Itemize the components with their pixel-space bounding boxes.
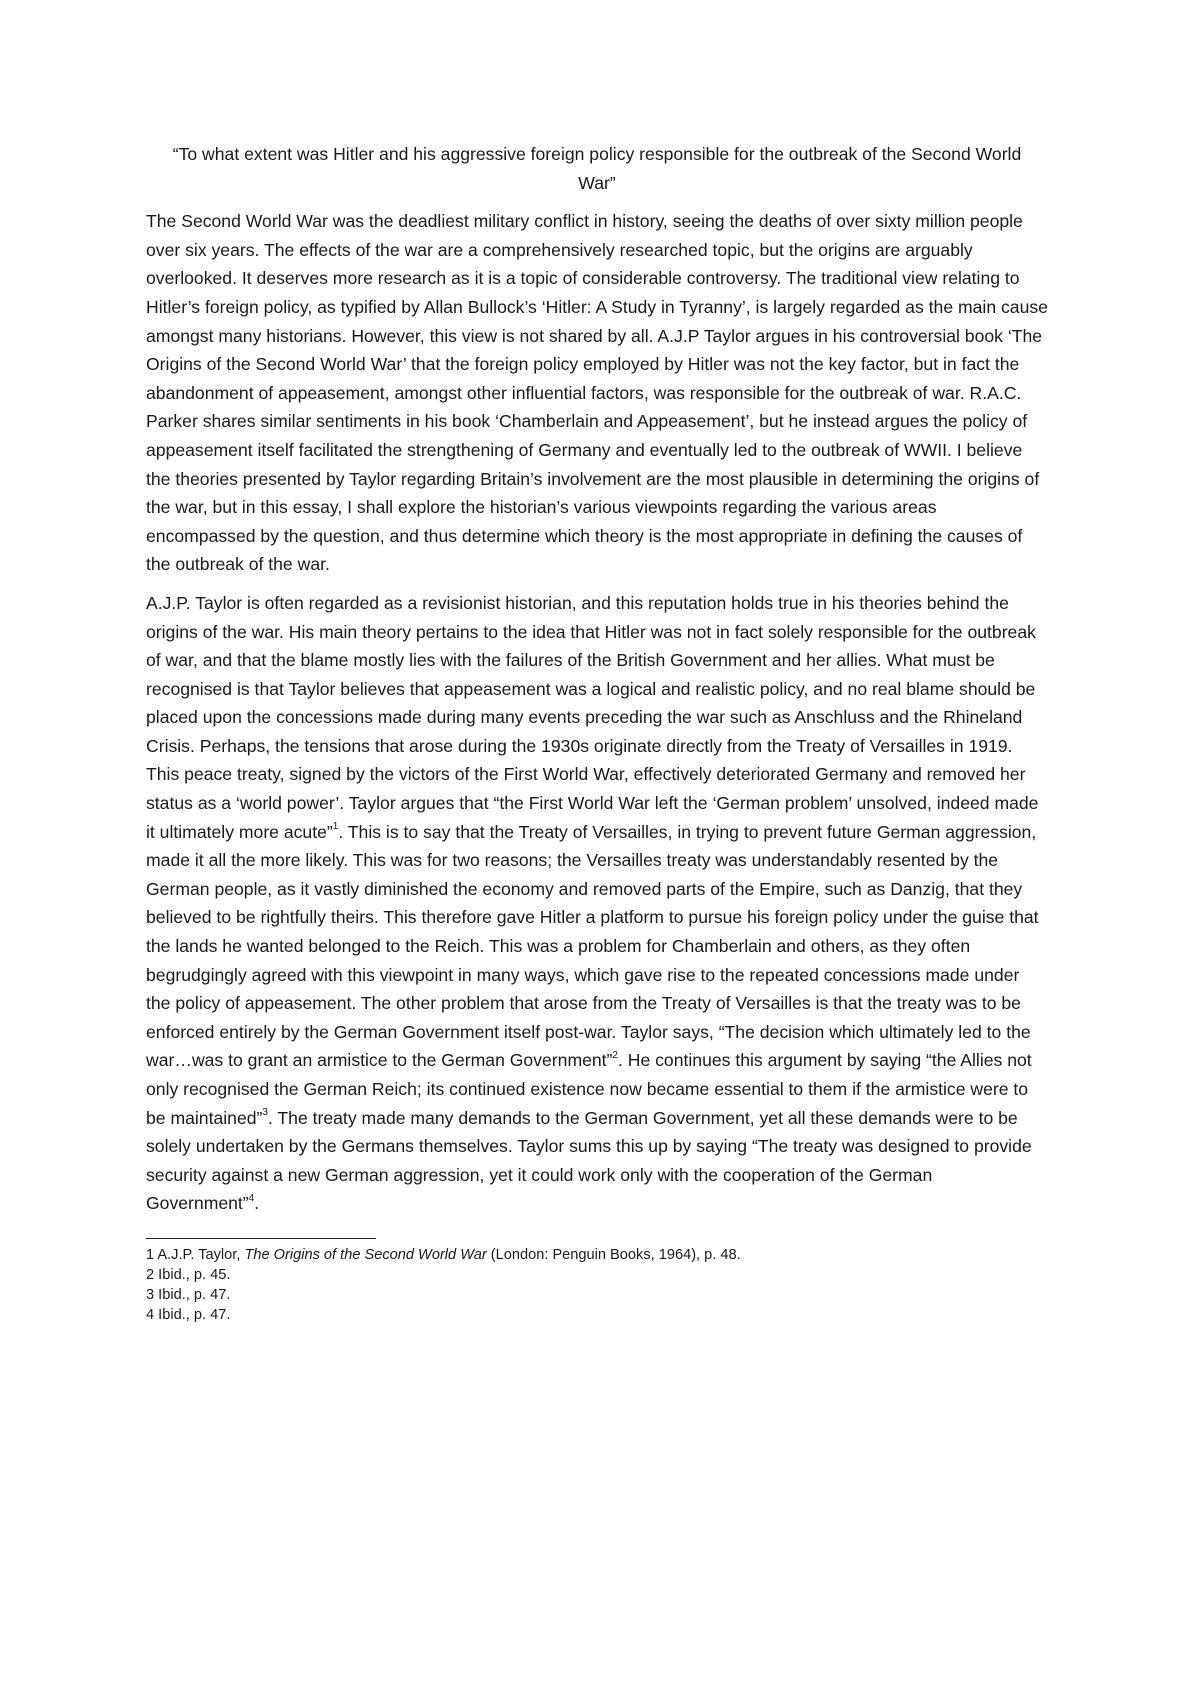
footnote-number: 3: [146, 1286, 155, 1303]
paragraph-segment: . He continues this argument by saying “the Allies not only recognised the German Reich; its continued existence now became essential to them if the armistice were to be maintained”: [146, 1050, 1032, 1128]
paragraph-segment: .: [254, 1193, 260, 1214]
document-page: [146, 140, 1048, 1325]
footnote-text: Ibid., p. 45.: [154, 1266, 231, 1283]
footnote-number: 2: [146, 1266, 155, 1283]
footnote-number: 1: [146, 1246, 155, 1263]
paragraph-segment: . The treaty made many demands to the German Government, yet all these demands were to be solely undertaken by the Germans themselves. Taylor sums this up by saying “The treaty was designed to provide security against a new German aggression, yet it could work only with the cooperation of the German Government”: [146, 1107, 1032, 1214]
footnote-book-title: The Origins of the Second World War: [244, 1246, 487, 1263]
essay-title: “To what extent was Hitler and his aggressive foreign policy responsible for the outbreak of the Second World War”: [172, 144, 1022, 193]
paragraph-segment: A.J.P. Taylor is often regarded as a revisionist historian, and this reputation holds true in his theories behind the origins of the war. His main theory pertains to the idea that Hitler was not in fact solely responsible for the outbreak of war, and that the blame mostly lies with the failures of the British Government and her allies. What must be recognised is that Taylor believes that appeasement was a logical and realistic policy, and no real blame should be placed upon the concessions made during many events preceding the war such as Anschluss and the Rhineland Crisis. Perhaps, the tensions that arose during the 1930s originate directly from the Treaty of Versailles in 1919. This peace treaty, signed by the victors of the First World War, effectively deteriorated Germany and removed her status as a ‘world power’. Taylor argues that “the First World War left the ‘German problem’ unsolved, indeed made it ultimately more acute”: [146, 592, 1039, 842]
footnotes-section: [146, 1238, 1048, 1325]
footnote-text: Ibid., p. 47.: [154, 1306, 231, 1323]
footnote-text: Ibid., p. 47.: [154, 1286, 231, 1303]
footnote-3: [146, 1285, 1048, 1305]
paragraph-segment: . This is to say that the Treaty of Versailles, in trying to prevent future German aggression, made it all the more likely. This was for two reasons; the Versailles treaty was understandably resented by the German people, as it vastly diminished the economy and removed parts of the Empire, such as Danzig, that they believed to be rightfully theirs. This therefore gave Hitler a platform to pursue his foreign policy under the guise that the lands he wanted belonged to the Reich. This was a problem for Chamberlain and others, as they often begrudgingly agreed with this viewpoint in many ways, which gave rise to the repeated concessions made under the policy of appeasement. The other problem that arose from the Treaty of Versailles is that the treaty was to be enforced entirely by the German Government itself post-war. Taylor says, “The decision which ultimately led to the war…was to grant an armistice to the German Government”: [146, 821, 1039, 1071]
footnote-author: A.J.P. Taylor,: [154, 1246, 245, 1263]
footnote-separator: [146, 1238, 376, 1239]
footnote-2: [146, 1265, 1048, 1285]
footnote-ref-1[interactable]: 1: [332, 820, 339, 832]
footnote-ref-2[interactable]: 2: [612, 1049, 618, 1061]
footnote-4: [146, 1305, 1048, 1325]
paragraph-taylor: [146, 589, 1048, 1218]
footnote-publication: (London: Penguin Books, 1964), p. 48.: [486, 1246, 741, 1263]
footnote-ref-3[interactable]: 3: [262, 1106, 268, 1118]
paragraph-intro: The Second World War was the deadliest military conflict in history, seeing the deaths of over sixty million people over six years. The effects of the war are a comprehensively researched topic, but the origins are arguably overlooked. It deserves more research as it is a topic of considerable controversy. The traditional view relating to Hitler’s foreign policy, as typified by Allan Bullock’s ‘Hitler: A Study in Tyranny’, is largely regarded as the main cause amongst many historians. However, this view is not shared by all. A.J.P Taylor argues in his controversial book ‘The Origins of the Second World War’ that the foreign policy employed by Hitler was not the key factor, but in fact the abandonment of appeasement, amongst other influential factors, was responsible for the outbreak of war. R.A.C. Parker shares similar sentiments in his book ‘Chamberlain and Appeasement’, but he instead argues the policy of appeasement itself facilitated the strengthening of Germany and eventually led to the outbreak of WWII. I believe the theories presented by Taylor regarding Britain’s involvement are the most plausible in determining the origins of the war, but in this essay, I shall explore the historian’s various viewpoints regarding the various areas encompassed by the question, and thus determine which theory is the most appropriate in defining the causes of the outbreak of the war.: [146, 211, 1048, 575]
footnote-number: 4: [146, 1306, 155, 1323]
footnote-ref-4[interactable]: 4: [248, 1192, 255, 1204]
footnote-1: [146, 1245, 1048, 1265]
